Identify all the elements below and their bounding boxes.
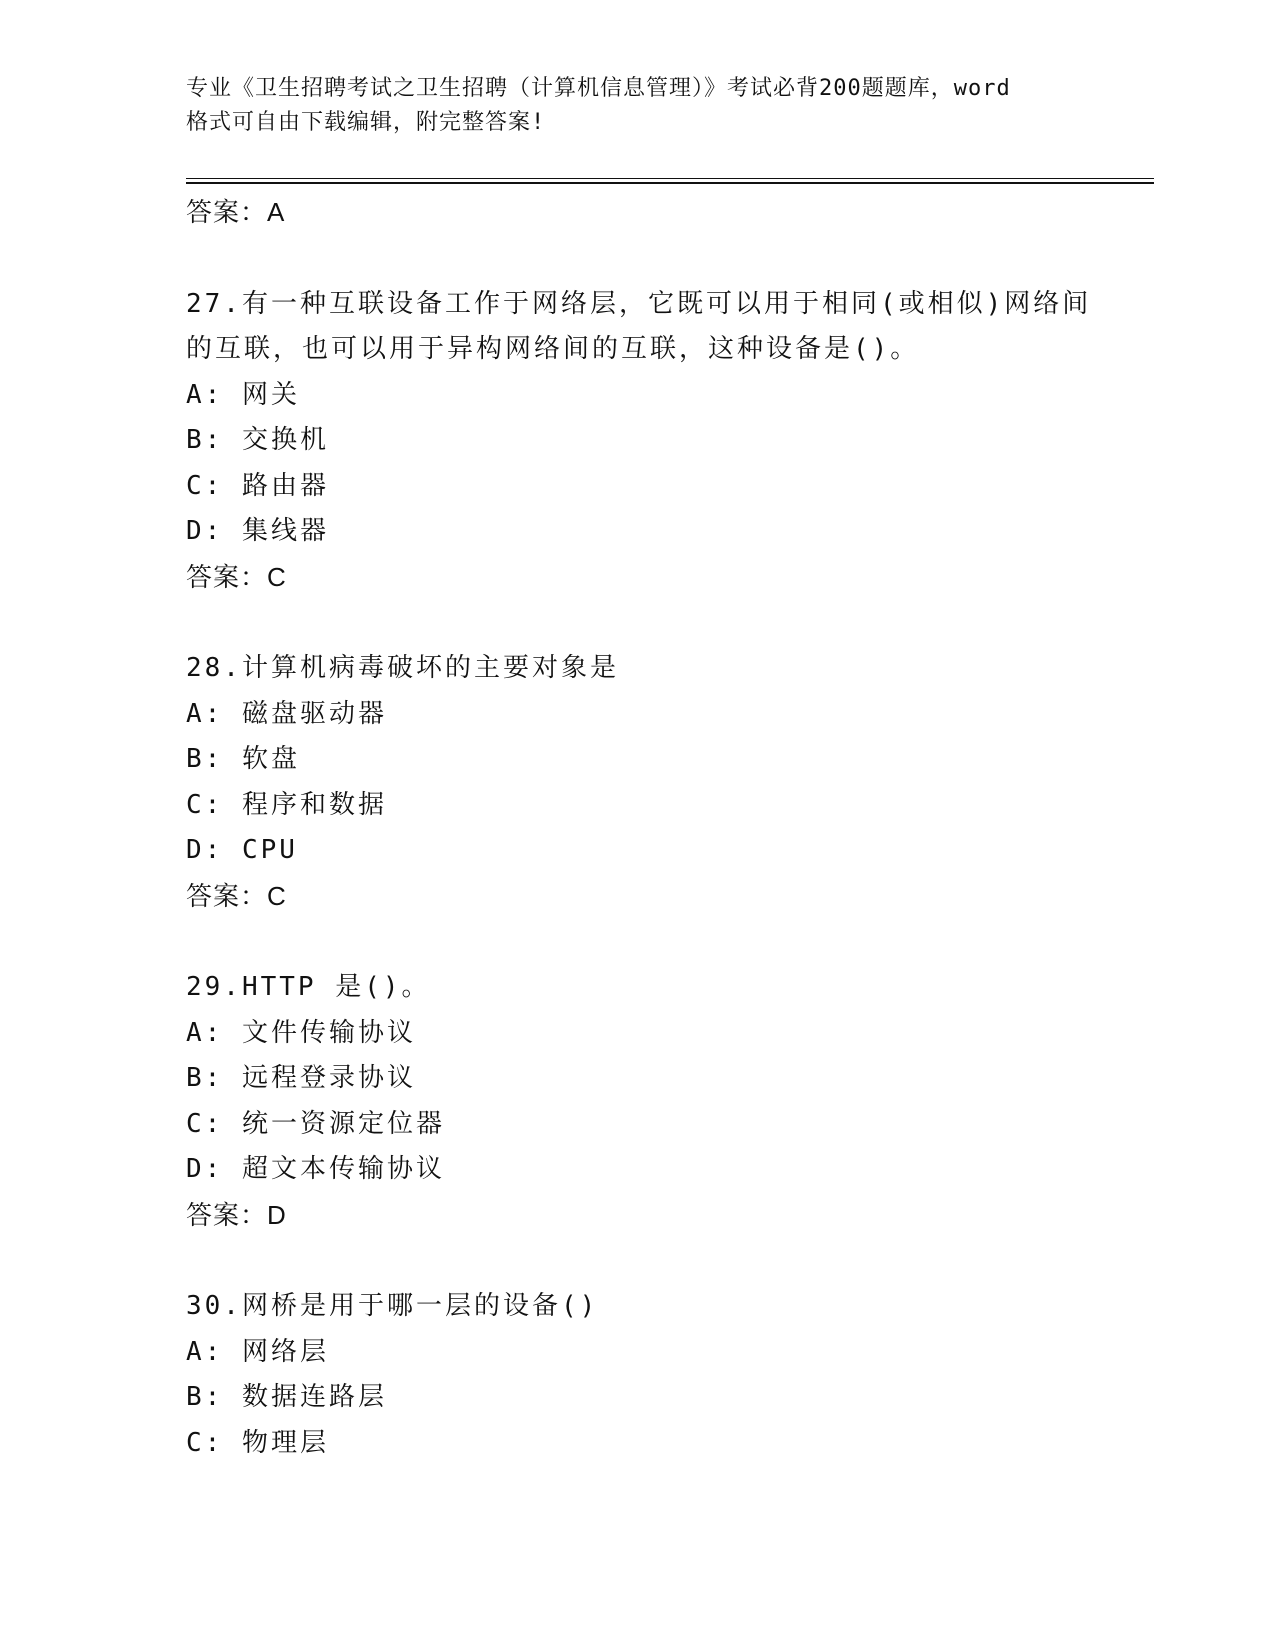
- option-a: A: 网关: [186, 379, 300, 410]
- question-block: [186, 965, 1146, 1238]
- question-block: [186, 1284, 1146, 1466]
- document-header: [186, 72, 1086, 140]
- option-d: D: 超文本传输协议: [186, 1154, 445, 1184]
- header-line-2: 格式可自由下载编辑，附完整答案!: [186, 110, 546, 135]
- option-a: A: 文件传输协议: [186, 1017, 416, 1048]
- header-divider-thin: [186, 178, 1154, 179]
- option-a: A: 网络层: [186, 1336, 329, 1367]
- option-c: C: 统一资源定位器: [186, 1108, 445, 1139]
- spacer: [186, 600, 1146, 646]
- question-stem: 28.计算机病毒破坏的主要对象是: [186, 653, 619, 683]
- option-c: C: 物理层: [186, 1427, 329, 1458]
- header-line-1: 专业《卫生招聘考试之卫生招聘（计算机信息管理）》考试必背200题题库，word: [186, 76, 1011, 101]
- question-block: [186, 282, 1146, 601]
- header-divider-thick: [186, 182, 1154, 184]
- question-stem: 30.网桥是用于哪一层的设备(): [186, 1291, 599, 1321]
- option-b: B: 软盘: [186, 744, 300, 774]
- answer-line: 答案：D: [186, 1199, 287, 1230]
- option-a: A: 磁盘驱动器: [186, 698, 387, 729]
- question-stem: 的互联，也可以用于异构网络间的互联，这种设备是()。: [186, 334, 920, 364]
- question-block: [186, 646, 1146, 919]
- option-c: C: 程序和数据: [186, 789, 387, 820]
- option-b: B: 远程登录协议: [186, 1063, 416, 1093]
- option-d: D: CPU: [186, 835, 298, 865]
- answer-line: 答案：C: [186, 561, 287, 592]
- option-b: B: 数据连路层: [186, 1382, 387, 1412]
- spacer: [186, 919, 1146, 965]
- option-b: B: 交换机: [186, 425, 329, 455]
- answer-line: 答案：A: [186, 197, 286, 227]
- option-c: C: 路由器: [186, 470, 329, 501]
- spacer: [186, 236, 1146, 282]
- document-body: [186, 190, 1146, 1466]
- question-stem: 29.HTTP 是()。: [186, 972, 431, 1002]
- answer-line: 答案：C: [186, 880, 287, 911]
- option-d: D: 集线器: [186, 516, 329, 546]
- spacer: [186, 1238, 1146, 1284]
- question-stem: 27.有一种互联设备工作于网络层，它既可以用于相同(或相似)网络间: [186, 288, 1092, 319]
